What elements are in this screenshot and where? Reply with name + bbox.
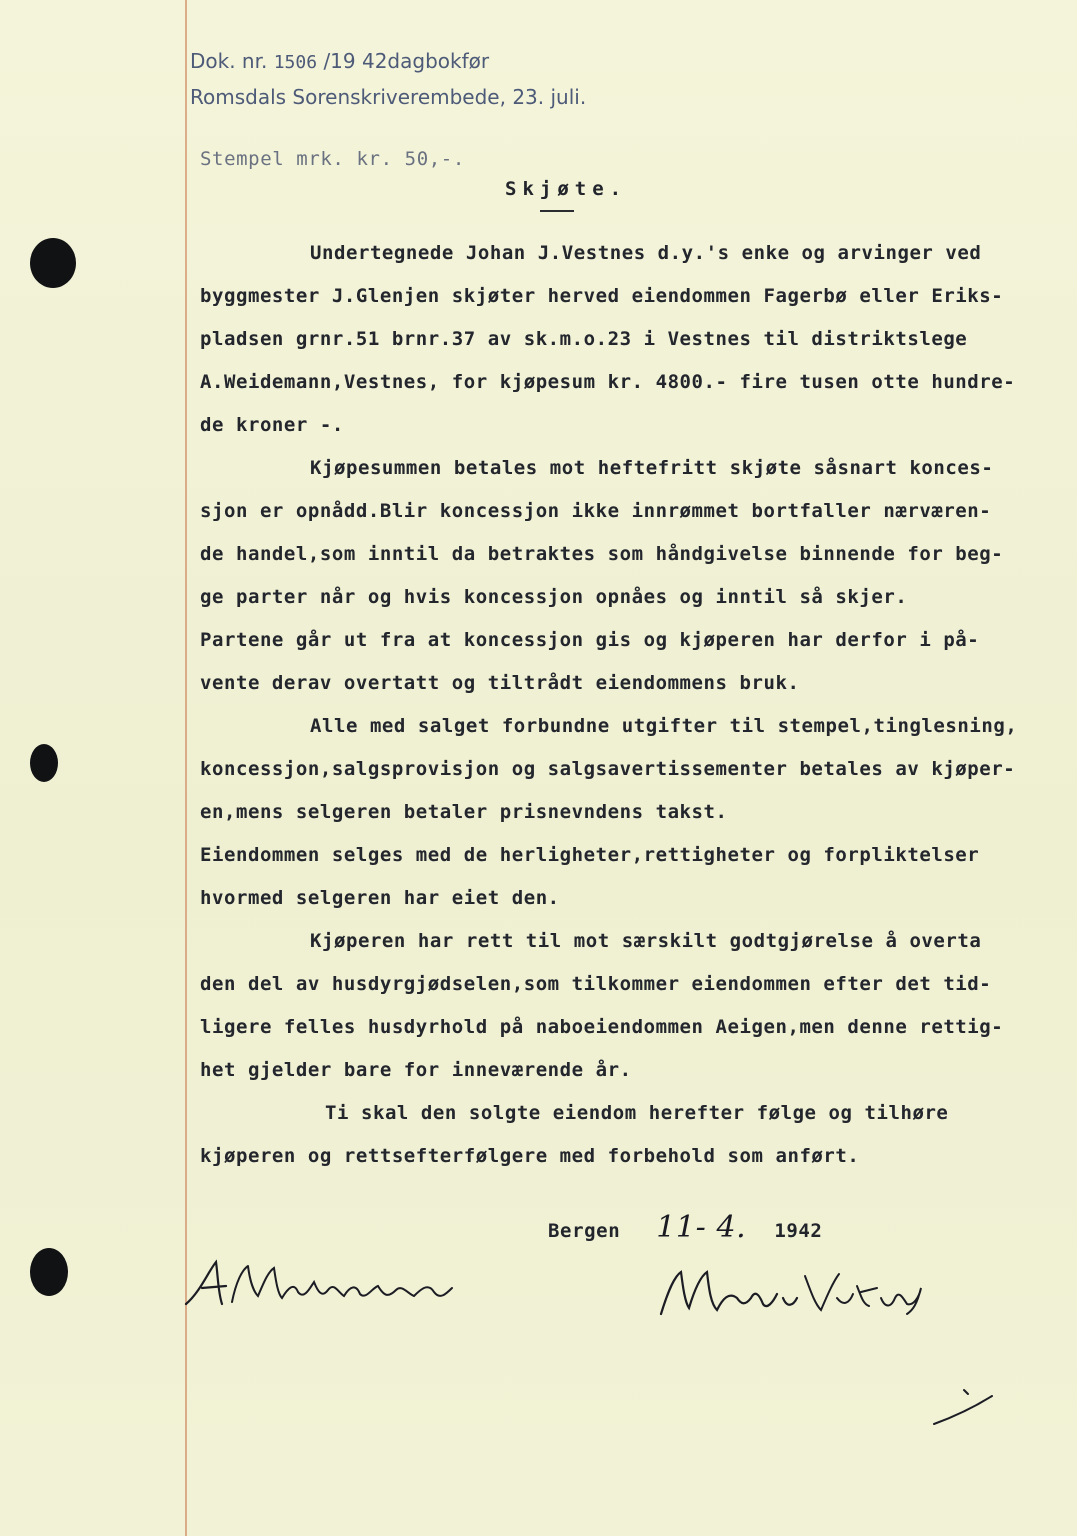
signature-weidemann [178,1252,468,1332]
text-line: byggmester J.Glenjen skjøter herved eiendommen Fagerbø eller Eriks- [200,285,1004,307]
text-line: koncessjon,salgsprovisjon og salgsavertissementer betales av kjøper- [200,758,1016,780]
text-line: pladsen grnr.51 brnr.37 av sk.m.o.23 i Vestnes til distriktslege [200,328,968,350]
text-line: sjon er opnådd.Blir koncessjon ikke innrømmet bortfaller nærværen- [200,500,992,522]
text-line: A.Weidemann,Vestnes, for kjøpesum kr. 4800.- fire tusen otte hundre- [200,371,1016,393]
year: 1942 [774,1220,823,1242]
text-line: het gjelder bare for inneværende år. [200,1059,632,1081]
text-line: hvormed selgeren har eiet den. [200,887,560,909]
text-line: ge parter når og hvis koncessjon opnåes og inntil så skjer. [200,586,908,608]
stamp-office: Romsdals Sorenskriverembede, [190,85,506,109]
binder-hole-top [30,238,76,288]
stamp-doc-number: 1506 [273,52,318,73]
text-line: Ti skal den solgte eiendom herefter følge og tilhøre [325,1102,949,1124]
stamp-duty-note: Stempel mrk. kr. 50,-. [200,148,465,170]
place: Bergen [548,1220,621,1242]
text-line: Eiendommen selges med de herligheter,rettigheter og forpliktelser [200,844,980,866]
text-line: Kjøpesummen betales mot heftefritt skjøte såsnart konces- [310,457,994,479]
text-line: de kroner -. [200,414,344,436]
text-line: Partene går ut fra at koncessjon gis og kjøperen har derfor i på- [200,629,980,651]
text-line: den del av husdyrgjødselen,som tilkommer eiendommen efter det tid- [200,973,992,995]
text-line: de handel,som inntil da betraktes som håndgivelse binnende for beg- [200,543,1004,565]
text-line: ligere felles husdyrhold på naboeiendommen Aeigen,men denne rettig- [200,1016,1004,1038]
title-dash [540,210,574,212]
stamp-date: 23. juli. [512,85,587,109]
binder-hole-middle [30,744,58,782]
document-title: Skjøte. [505,178,628,200]
signature-marie-vestnes [655,1258,935,1338]
text-line: Alle med salget forbundne utgifter til stempel,tinglesning, [310,715,1018,737]
stamp-doc-label: Dok. nr. [190,49,268,73]
text-line: Kjøperen har rett til mot særskilt godtgjørelse å overta [310,930,982,952]
handwritten-date: 11- 4. [656,1210,747,1245]
deed-body [200,232,1060,1178]
text-line: en,mens selgeren betaler prisnevndens takst. [200,801,728,823]
text-line: kjøperen og rettsefterfølgere med forbehold som anført. [200,1145,860,1167]
registration-stamp [190,44,586,114]
text-line: Undertegnede Johan J.Vestnes d.y.'s enke og arvinger ved [310,242,982,264]
binder-hole-bottom [30,1248,68,1296]
stamp-year-label: /19 42dagbokfør [323,49,490,73]
corner-mark [926,1384,1006,1434]
text-line: vente derav overtatt og tiltrådt eiendommens bruk. [200,672,800,694]
place-and-date [548,1210,822,1245]
